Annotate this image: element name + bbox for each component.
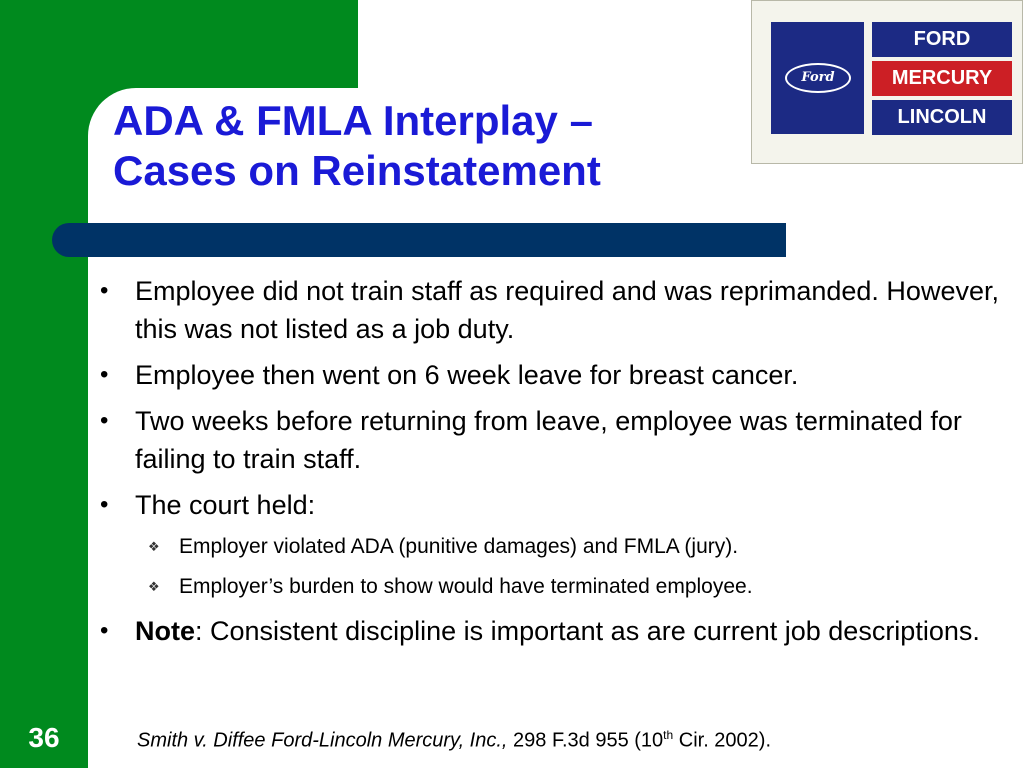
bullet-item [100,486,1000,524]
bullet-text: Two weeks before returning from leave, employee was terminated for failing to train staff. [135,406,962,474]
title-divider-bar [52,223,786,257]
note-text: : Consistent discipline is important as are current job descriptions. [195,616,980,646]
logo-lincoln: LINCOLN [872,100,1012,135]
ordinal-suffix: th [663,728,674,742]
bullet-dot-icon: • [100,617,109,644]
sub-bullet-text: Employer’s burden to show would have terminated employee. [179,575,753,598]
bullet-dot-icon: • [100,407,109,434]
slide-title [113,96,733,196]
bullet-text: The court held: [135,490,316,520]
diamond-bullet-icon: ❖ [148,539,160,554]
case-reference-end: Cir. 2002). [673,729,772,752]
logo-ford: FORD [872,22,1012,57]
logo-mercury: MERCURY [872,61,1012,96]
bullet-text: Employee did not train staff as required and was reprimanded. However, this was not listed as a job duty. [135,276,999,344]
case-reference: 298 F.3d 955 (10 [507,729,664,752]
bullet-dot-icon: • [100,361,109,388]
note-bullet [100,612,1000,650]
sub-bullet-item [100,572,1000,602]
case-citation [137,720,771,756]
bullet-item [100,402,1000,478]
ford-oval-icon: Ford [785,63,851,93]
title-line-2: Cases on Reinstatement [113,147,601,194]
bullet-dot-icon: • [100,277,109,304]
sub-bullet-text: Employer violated ADA (punitive damages) and FMLA (jury). [179,535,739,558]
slide-number: 36 [28,722,60,753]
bullet-text: Employee then went on 6 week leave for breast cancer. [135,360,799,390]
title-line-1: ADA & FMLA Interplay – [113,97,593,144]
note-label: Note [135,616,195,646]
bullet-dot-icon: • [100,491,109,518]
diamond-bullet-icon: ❖ [148,579,160,594]
sub-bullet-item [100,532,1000,562]
slide-body [100,272,1000,658]
green-sidebar [0,0,88,768]
bullet-item [100,356,1000,394]
case-name: Smith v. Diffee Ford-Lincoln Mercury, Inc., [137,729,508,752]
bullet-item [100,272,1000,348]
